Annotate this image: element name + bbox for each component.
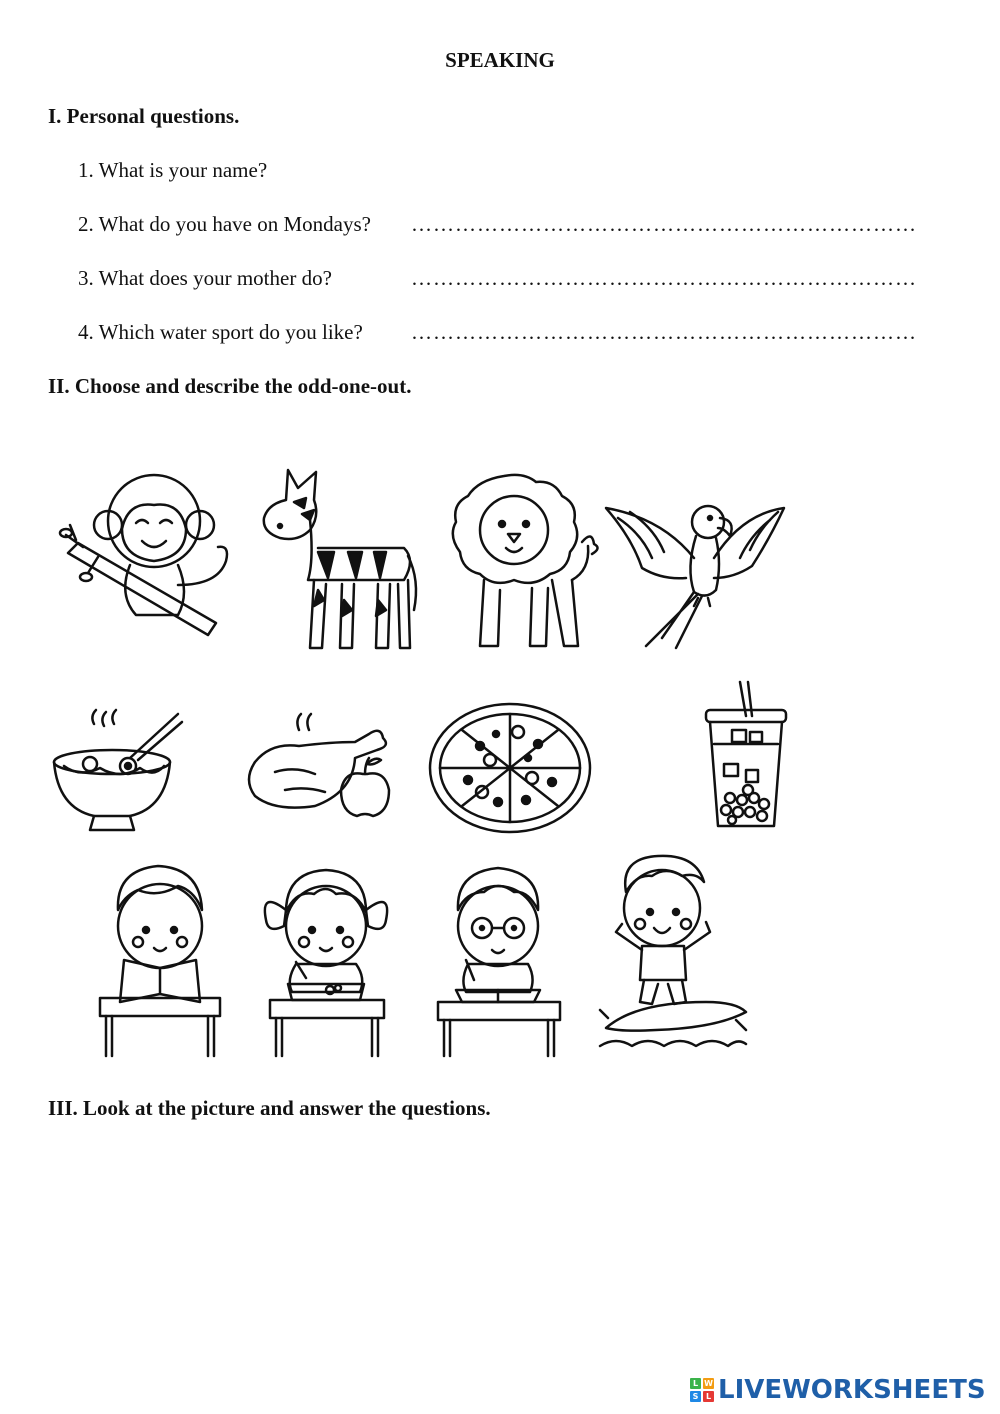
chicken-with-apple-picture[interactable] xyxy=(245,712,395,827)
answer-line-4[interactable]: …………………………………………………………… xyxy=(411,320,917,344)
noodle-bowl-picture[interactable] xyxy=(50,708,185,833)
answer-line-2[interactable]: …………………………………………………………… xyxy=(411,212,917,236)
boy-reading-picture[interactable] xyxy=(98,860,223,1060)
lion-picture[interactable] xyxy=(432,470,602,655)
question-1: 1. What is your name? xyxy=(78,158,268,182)
boy-surfing-picture[interactable] xyxy=(596,852,751,1057)
logo-text: LIVEWORKSHEETS xyxy=(718,1375,986,1405)
zebra-picture[interactable] xyxy=(258,460,423,655)
parrot-picture[interactable] xyxy=(602,488,787,653)
question-2: 2. What do you have on Mondays? xyxy=(78,212,371,236)
girl-drawing-picture[interactable] xyxy=(256,860,396,1060)
section-1-heading: I. Personal questions. xyxy=(48,104,240,128)
bubble-tea-picture[interactable] xyxy=(702,680,792,830)
question-3: 3. What does your mother do? xyxy=(78,266,332,290)
pizza-picture[interactable] xyxy=(428,700,593,835)
question-4: 4. Which water sport do you like? xyxy=(78,320,363,344)
liveworksheets-logo xyxy=(690,1372,986,1408)
answer-line-3[interactable]: …………………………………………………………… xyxy=(411,266,917,290)
section-2-heading: II. Choose and describe the odd-one-out. xyxy=(48,374,412,398)
monkey-picture[interactable] xyxy=(58,465,228,635)
boy-writing-picture[interactable] xyxy=(434,860,564,1060)
section-3-heading: III. Look at the picture and answer the questions. xyxy=(48,1096,491,1120)
page-title: SPEAKING xyxy=(445,48,555,72)
logo-blocks-icon: L W S L xyxy=(690,1378,714,1402)
